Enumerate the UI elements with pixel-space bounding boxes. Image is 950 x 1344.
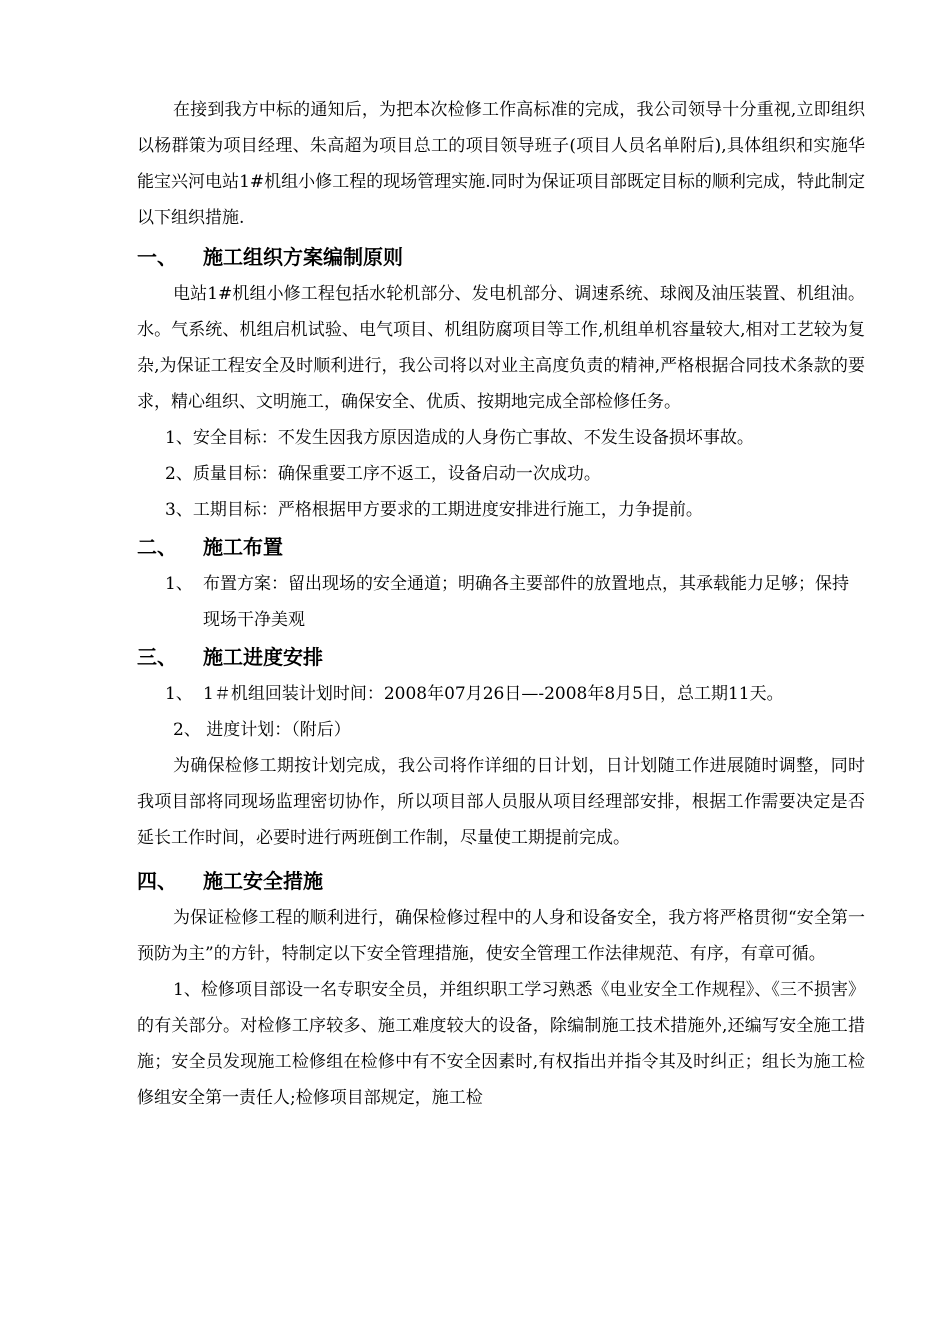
section-3-item1-text: 1＃机组回装计划时间：2008年07月26日—-2008年8月5日，总工期11天。	[203, 684, 784, 704]
document-content	[137, 92, 865, 1116]
section-4-item-1: 1、检修项目部设一名专职安全员，并组织职工学习熟悉《电业安全工作规程》、《三不损害》的有关部分。对检修工序较多、施工难度较大的设备，除编制施工技术措施外,还编写安全施工措施；安全员发现施工检修组在检修中有不安全因素时,有权指出并指令其及时纠正；组长为施工检修组安全第一责任人;检修项目部规定，施工检	[137, 980, 865, 1108]
section-1-number: 一、	[137, 245, 177, 269]
section-1-body: 电站1#机组小修工程包括水轮机部分、发电机部分、调速系统、球阀及油压装置、机组油。水。气系统、机组启机试验、电气项目、机组防腐项目等工作,机组单机容量较大,相对工艺较为复杂,为保证工程安全及时顺利进行，我公司将以对业主高度负责的精神,严格根据合同技术条款的要求，精心组织、文明施工，确保安全、优质、按期地完成全部检修任务。	[137, 284, 865, 412]
section-2-item-text: 布置方案：留出现场的安全通道；明确各主要部件的放置地点，其承载能力足够；保持现场干净美观	[203, 574, 849, 630]
section-4-number: 四、	[137, 869, 177, 893]
section-1-item-schedule: 3、工期目标：严格根据甲方要求的工期进度安排进行施工，力争提前。	[165, 500, 703, 520]
section-3-number: 三、	[137, 645, 177, 669]
section-2-item-number: 1、	[165, 574, 193, 594]
section-4-title: 施工安全措施	[203, 869, 323, 893]
section-3-item-progress-plan: 2、 进度计划：（附后）	[173, 720, 351, 740]
section-4-body: 为保证检修工程的顺利进行，确保检修过程中的人身和设备安全，我方将严格贯彻“安全第一 预防为主”的方针，特制定以下安全管理措施，使安全管理工作法律规范、有序，有章可循。	[137, 908, 865, 964]
section-2-item-layout	[137, 566, 865, 638]
section-1-item-safety: 1、安全目标：不发生因我方原因造成的人身伤亡事故、不发生设备损坏事故。	[165, 428, 754, 448]
section-1-title: 施工组织方案编制原则	[203, 245, 403, 269]
section-1-heading	[137, 238, 865, 276]
section-2-heading	[137, 528, 865, 566]
section-3-heading	[137, 638, 865, 676]
section-2-title: 施工布置	[203, 535, 283, 559]
intro-paragraph: 在接到我方中标的通知后，为把本次检修工作高标准的完成，我公司领导十分重视,立即组织以杨群策为项目经理、朱高超为项目总工的项目领导班子(项目人员名单附后),具体组织和实施华能宝兴河电站1#机组小修工程的现场管理实施.同时为保证项目部既定目标的顺利完成，特此制定以下组织措施.	[137, 100, 865, 228]
section-3-item1-number: 1、	[165, 684, 193, 704]
section-3-body: 为确保检修工期按计划完成，我公司将作详细的日计划，日计划随工作进展随时调整，同时我项目部将同现场监理密切协作，所以项目部人员服从项目经理部安排，根据工作需要决定是否延长工作时间，必要时进行两班倒工作制，尽量使工期提前完成。	[137, 756, 865, 848]
section-4-heading	[137, 862, 865, 900]
section-2-number: 二、	[137, 535, 177, 559]
section-3-item-plan-time	[137, 676, 865, 712]
section-1-item-quality: 2、质量目标：确保重要工序不返工，设备启动一次成功。	[165, 464, 601, 484]
section-3-title: 施工进度安排	[203, 645, 323, 669]
